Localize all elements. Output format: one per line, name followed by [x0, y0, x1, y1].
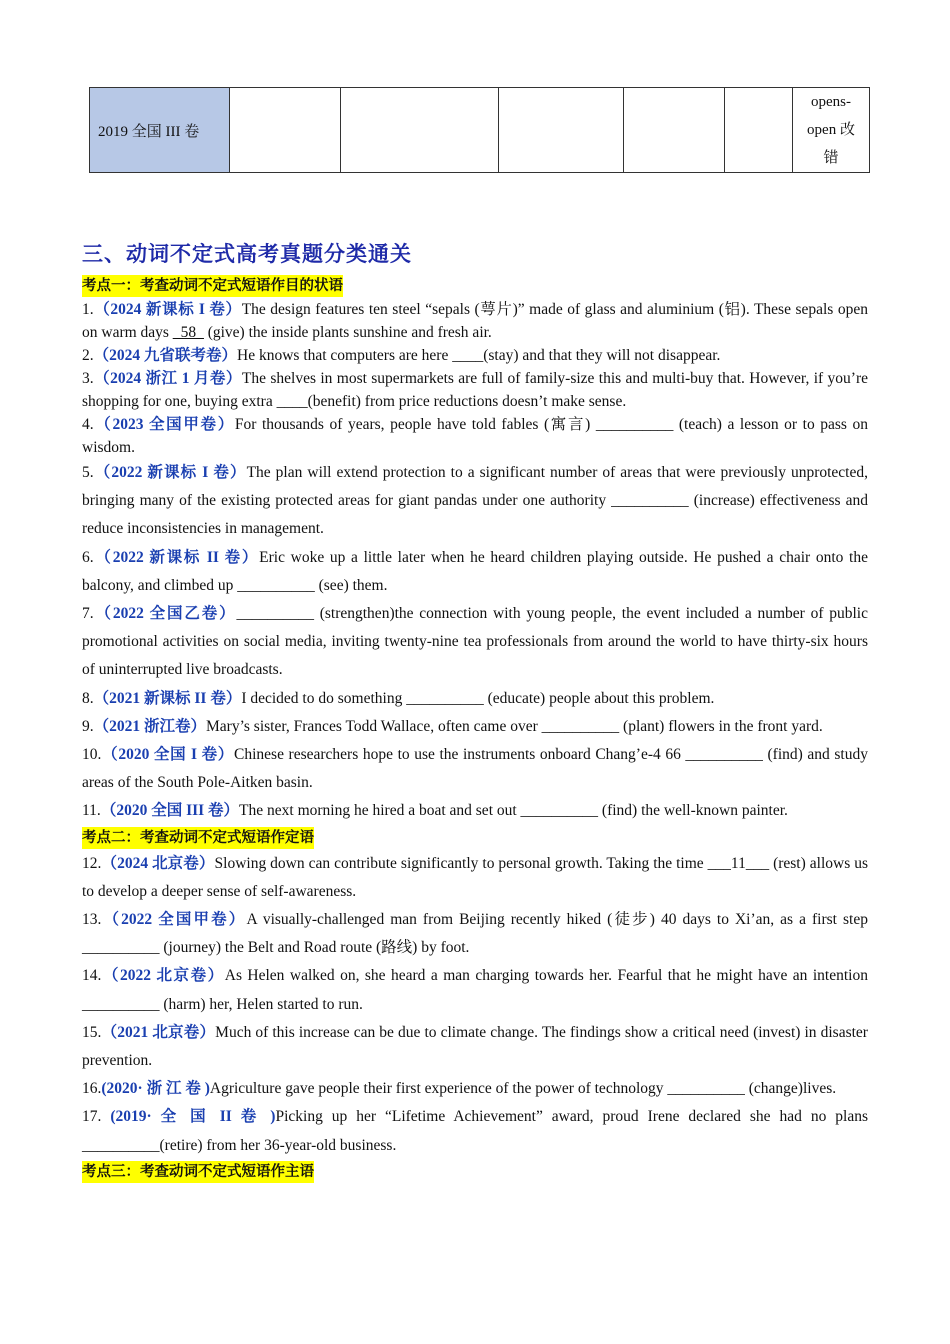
question-item: 15.（2021 北京卷）Much of this increase can be due to climate change. The findings show a critical need (invest) in disaster prevention. [82, 1023, 868, 1070]
question-item: 6.（2022 新课标 II 卷）Eric woke up a little later when he heard children playing outside. He pushed a chair onto the balcony, and climbed up __________ (see) them. [82, 548, 868, 594]
table-cell [499, 88, 624, 173]
table-cell [230, 88, 341, 173]
table-row-label: 2019 全国 III 卷 [90, 88, 230, 173]
question-list [82, 274, 868, 1184]
table-cell [725, 88, 793, 173]
question-item: 12.（2024 北京卷）Slowing down can contribute significantly to personal growth. Taking the time ___11___ (rest) allows us to develop a deeper sense of self-awareness. [82, 854, 868, 900]
section-heading: 三、动词不定式高考真题分类通关 [82, 242, 412, 266]
kaodian-heading: 考点二：考查动词不定式短语作定语 [82, 827, 314, 849]
question-item: 13.（2022 全国甲卷）A visually-challenged man from Beijing recently hiked (徒步) 40 days to Xi’an, as a first step __________ (journey) the Belt and Road route (路线) by foot. [82, 911, 868, 957]
kaodian-heading: 考点三：考查动词不定式短语作主语 [82, 1161, 314, 1183]
table-cell-correction: opens- open 改 错 [793, 88, 870, 173]
question-item: 1.（2024 新课标 I 卷）The design features ten steel “sepals (萼片)” made of glass and aluminium (铝). These sepals open on warm days _58_ (give) the inside plants sunshine and fresh air. [82, 301, 868, 341]
question-item: 11.（2020 全国 III 卷）The next morning he hired a boat and set out __________ (find) the well-known painter. [82, 802, 788, 820]
question-item: 2.（2024 九省联考卷）He knows that computers are here ____(stay) and that they will not disappear. [82, 347, 721, 364]
question-item: 8.（2021 新课标 II 卷）I decided to do something __________ (educate) people about this problem. [82, 689, 715, 707]
answer-blank: _58_ [172, 324, 204, 341]
question-item: 17. (2019· 全 国 II 卷 )Picking up her “Lifetime Achievement” award, proud Irene declared she had no plans __________(retire) from her 36-year-old business. [82, 1108, 868, 1154]
question-item: 3.（2024 浙江 1 月卷）The shelves in most supermarkets are full of family-size this and multi-buy that. However, if you’re shopping for one, buying extra ____(benefit) from price reductions doesn’t make sense. [82, 370, 868, 410]
table-cell [341, 88, 499, 173]
question-item: 14.（2022 北京卷）As Helen walked on, she heard a man charging towards her. Fearful that he might have an intention __________ (harm) her, Helen started to run. [82, 967, 868, 1013]
question-item: 10.（2020 全国 I 卷）Chinese researchers hope to use the instruments onboard Chang’e-4 66 __________ (find) and study areas of the South Pole-Aitken basin. [82, 746, 868, 792]
question-item: 5.（2022 新课标 I 卷）The plan will extend protection to a significant number of areas that were previously unprotected, bringing many of the existing protected areas for giant pandas under one authority __________ (increase) effectiveness and reduce inconsistencies in management. [82, 464, 868, 538]
question-item: 9.（2021 浙江卷）Mary’s sister, Frances Todd Wallace, often came over __________ (plant) flowers in the front yard. [82, 717, 823, 735]
summary-table [89, 87, 870, 173]
question-item: 16.(2020· 浙 江 卷 )Agriculture gave people their first experience of the power of technology __________ (change)lives. [82, 1080, 837, 1098]
table-cell [624, 88, 725, 173]
table-row [90, 88, 870, 173]
kaodian-heading: 考点一：考查动词不定式短语作目的状语 [82, 275, 343, 297]
question-item: 7.（2022 全国乙卷）__________ (strengthen)the connection with young people, the event included a number of public promotional activities on social media, inviting twenty-nine tea professionals from around the world to have thirty-six hours of uninterrupted live broadcasts. [82, 605, 868, 679]
question-item: 4.（2023 全国甲卷）For thousands of years, people have told fables (寓言) __________ (teach) a lesson or to pass on wisdom. [82, 416, 868, 456]
